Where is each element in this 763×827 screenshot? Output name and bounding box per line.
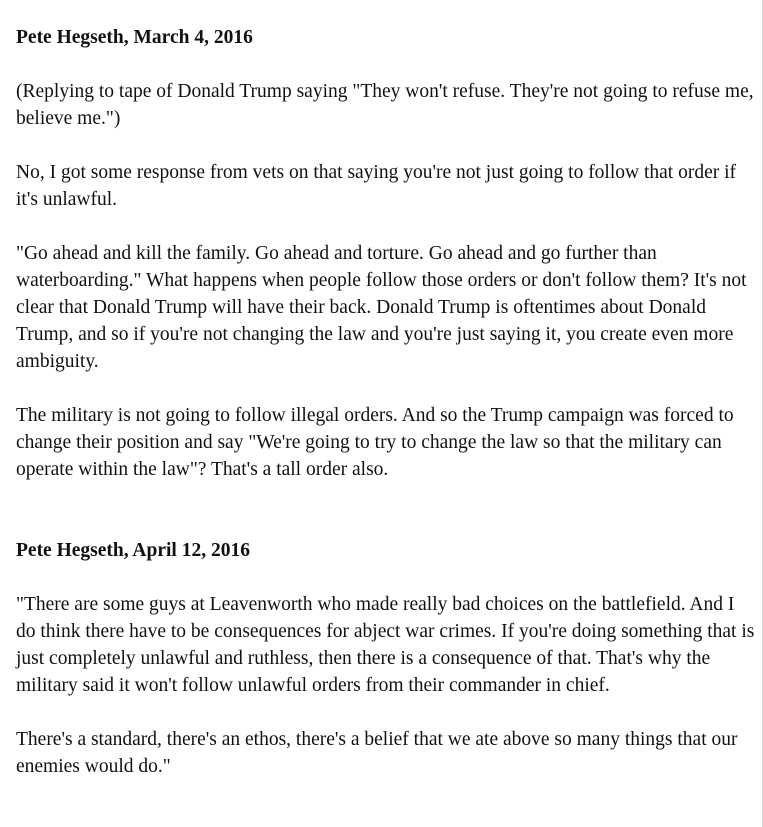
paragraph: No, I got some response from vets on that saying you're not just going to follow that order if it's unlawful. [16, 162, 737, 210]
section-heading: Pete Hegseth, March 4, 2016 [16, 27, 253, 48]
paragraph: "Go ahead and kill the family. Go ahead and torture. Go ahead and go further than waterboarding." What happens when people follow those orders or don't follow them? It's not clear that Donald Trump will have their back. Donald Trump is oftentimes about Donald Trump, and so if you're not changing the law and you're just saying it, you create even more ambiguity. [16, 243, 747, 372]
document-content [16, 24, 758, 807]
paragraph: The military is not going to follow illegal orders. And so the Trump campaign was forced to change their position and say "We're going to try to change the law so that the military can operate within the law"? That's a tall order also. [16, 405, 734, 480]
paragraph: "There are some guys at Leavenworth who made really bad choices on the battlefield. And I do think there have to be consequences for abject war crimes. If you're doing something that is just completely unlawful and ruthless, then there is a consequence of that. That's why the military said it won't follow unlawful orders from their commander in chief. [16, 594, 755, 696]
paragraph: There's a standard, there's an ethos, there's a belief that we ate above so many things that our enemies would do." [16, 729, 738, 777]
paragraph: (Replying to tape of Donald Trump saying "They won't refuse. They're not going to refuse me, believe me.") [16, 81, 754, 129]
section-spacer [16, 510, 758, 537]
section-heading: Pete Hegseth, April 12, 2016 [16, 540, 250, 561]
section-april-12-2016 [16, 537, 758, 780]
section-march-4-2016 [16, 24, 758, 483]
